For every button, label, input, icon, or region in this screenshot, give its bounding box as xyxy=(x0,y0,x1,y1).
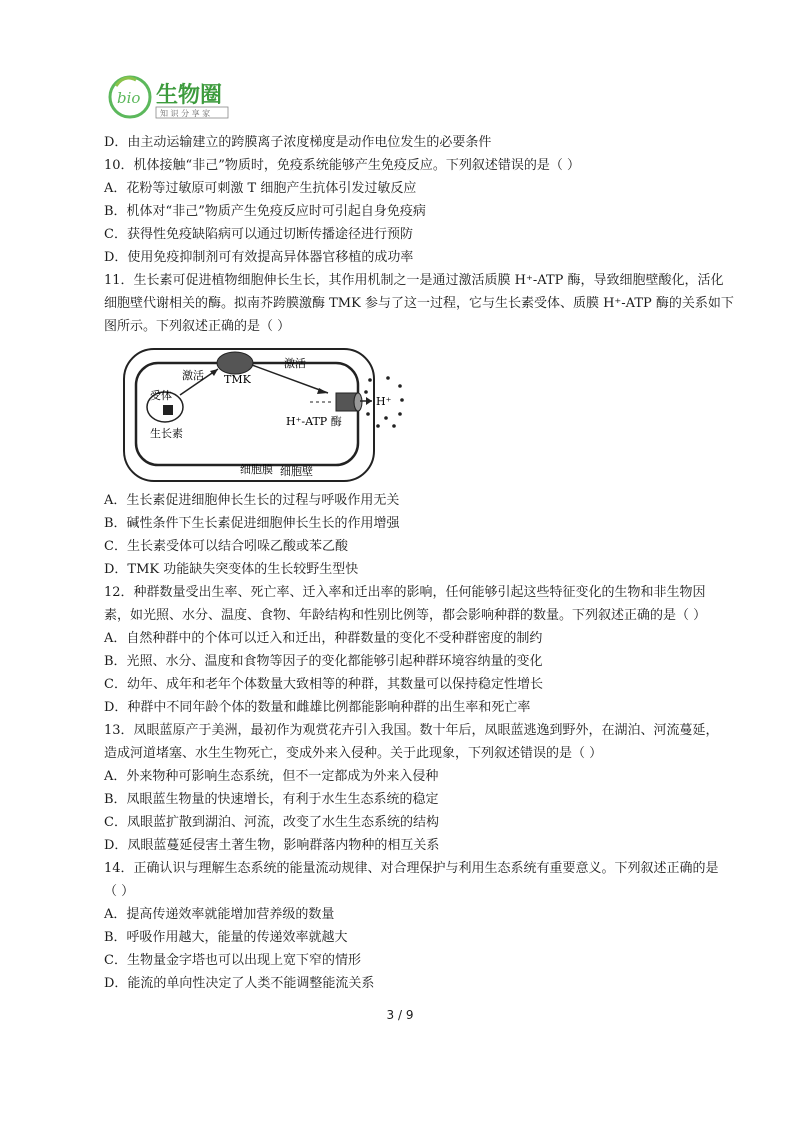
cell-diagram xyxy=(120,345,380,485)
q14-option-d: D．能流的单向性决定了人类不能调整能流关系 xyxy=(104,976,375,991)
q10-option-b: B．机体对“非己”物质产生免疫反应时可引起自身免疫病 xyxy=(104,204,426,219)
q13-option-d: D．凤眼蓝蔓延侵害土著生物，影响群落内物种的相互关系 xyxy=(104,838,440,853)
tmk-shape xyxy=(217,352,253,374)
q11-option-c: C．生长素受体可以结合吲哚乙酸或苯乙酸 xyxy=(104,539,348,554)
q10-option-c: C．获得性免疫缺陷病可以通过切断传播途径进行预防 xyxy=(104,227,413,242)
q14-option-c: C．生物量金字塔也可以出现上宽下窄的情形 xyxy=(104,953,361,968)
q14-option-b: B．呼吸作用越大，能量的传递效率就越大 xyxy=(104,930,348,945)
brand-logo xyxy=(106,72,266,122)
q11-stem-line2: 细胞壁代谢相关的酶。拟南芥跨膜激酶 TMK 参与了这一过程，它与生长素受体、质膜 H⁺-ATP 酶的关系如下 xyxy=(104,296,734,311)
page-number: 3 / 9 xyxy=(386,1008,414,1022)
bio-logo-icon xyxy=(106,72,266,122)
q14-option-a: A．提高传递效率就能增加营养级的数量 xyxy=(104,907,335,922)
q11-option-b: B．碱性条件下生长素促进细胞伸长生长的作用增强 xyxy=(104,516,400,531)
q13-option-c: C．凤眼蓝扩散到湖泊、河流，改变了水生生态系统的结构 xyxy=(104,815,439,830)
q14-stem-line1: 14．正确认识与理解生态系统的能量流动规律、对合理保护与利用生态系统有重要意义。下列叙述正确的是 xyxy=(104,861,719,876)
q12-option-d: D．种群中不同年龄个体的数量和雌雄比例都能影响种群的出生率和死亡率 xyxy=(104,700,531,715)
q11-stem-line1: 11．生长素可促进植物细胞伸长生长，其作用机制之一是通过激活质膜 H⁺-ATP 酶，导致细胞壁酸化，活化 xyxy=(104,273,724,288)
h-plus-outside xyxy=(360,370,410,430)
logo-mark: bio xyxy=(117,89,141,107)
q10-stem: 10．机体接触“非己”物质时，免疫系统能够产生免疫反应。下列叙述错误的是（ ） xyxy=(104,158,580,173)
wall-label: 细胞壁 xyxy=(280,465,313,478)
q12-option-c: C．幼年、成年和老年个体数量大致相等的种群，其数量可以保持稳定性增长 xyxy=(104,677,543,692)
activate-label-2: 激活 xyxy=(284,357,306,370)
q10-option-a: A．花粉等过敏原可刺激 T 细胞产生抗体引发过敏反应 xyxy=(104,181,417,196)
q12-stem-line2: 素，如光照、水分、温度、食物、年龄结构和性别比例等，都会影响种群的数量。下列叙述正确的是（ ） xyxy=(104,608,707,623)
q9-option-d: D．由主动运输建立的跨膜离子浓度梯度是动作电位发生的必要条件 xyxy=(104,135,492,150)
auxin-label: 生长素 xyxy=(150,427,183,440)
q13-option-b: B．凤眼蓝生物量的快速增长，有利于水生生态系统的稳定 xyxy=(104,792,439,807)
q13-stem-line1: 13．凤眼蓝原产于美洲，最初作为观赏花卉引入我国。数十年后，凤眼蓝逃逸到野外，在湖泊、河流蔓延， xyxy=(104,723,719,738)
q14-stem-line2: （ ） xyxy=(104,884,135,899)
q12-option-b: B．光照、水分、温度和食物等因子的变化都能够引起种群环境容纳量的变化 xyxy=(104,654,543,669)
q13-stem-line2: 造成河道堵塞、水生生物死亡，变成外来入侵种。关于此现象，下列叙述错误的是（ ） xyxy=(104,746,603,761)
membrane-label: 细胞膜 xyxy=(240,463,273,476)
receptor-label: 受体 xyxy=(150,389,172,402)
logo-title: 生物圈 xyxy=(156,82,223,108)
q12-option-a: A．自然种群中的个体可以迁入和迁出，种群数量的变化不受种群密度的制约 xyxy=(104,631,543,646)
q11-option-a: A．生长素促进细胞伸长生长的过程与呼吸作用无关 xyxy=(104,493,400,508)
logo-subtitle: 知 识 分 享 家 xyxy=(160,109,211,118)
h-plus-label: H⁺ xyxy=(376,395,392,408)
auxin-square xyxy=(163,405,173,415)
tmk-label: TMK xyxy=(224,373,251,386)
q13-option-a: A．外来物种可影响生态系统，但不一定都成为外来入侵种 xyxy=(104,769,439,784)
atpase-label: H⁺-ATP 酶 xyxy=(286,415,342,428)
activate-label-1: 激活 xyxy=(182,369,204,382)
q11-option-d: D．TMK 功能缺失突变体的生长较野生型快 xyxy=(104,562,359,577)
q11-stem-line3: 图所示。下列叙述正确的是（ ） xyxy=(104,319,291,334)
q12-stem-line1: 12．种群数量受出生率、死亡率、迁入率和迁出率的影响，任何能够引起这些特征变化的生物和非生物因 xyxy=(104,585,706,600)
q10-option-d: D．使用免疫抑制剂可有效提高异体器官移植的成功率 xyxy=(104,250,414,265)
